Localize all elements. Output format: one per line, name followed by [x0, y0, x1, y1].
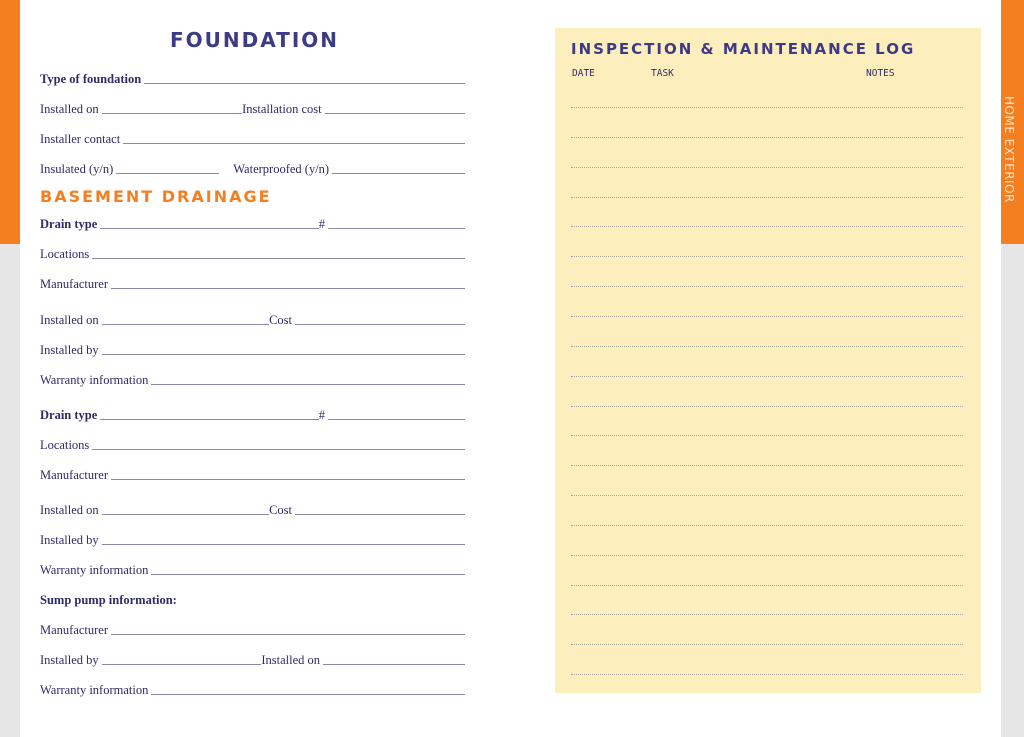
drain-type-row — [40, 404, 465, 424]
foundation-type-field[interactable] — [144, 82, 465, 84]
installer-contact-row — [40, 128, 465, 148]
installation-cost-label: Installation cost — [242, 102, 322, 116]
inspection-log-title: INSPECTION & MAINTENANCE LOG — [571, 40, 916, 58]
log-entry-line[interactable] — [571, 674, 963, 675]
drain-locations-row — [40, 243, 465, 263]
drain-manufacturer-row — [40, 464, 465, 484]
insulated-field[interactable] — [116, 172, 219, 174]
warranty-field[interactable] — [151, 573, 465, 575]
locations-field[interactable] — [92, 257, 465, 259]
installed-by-field[interactable] — [102, 663, 262, 665]
foundation-type-row — [40, 68, 465, 88]
warranty-label: Warranty information — [40, 683, 149, 697]
log-entry-line[interactable] — [571, 256, 963, 257]
manufacturer-label: Manufacturer — [40, 277, 109, 291]
installed-by-label: Installed by — [40, 343, 99, 357]
manufacturer-field[interactable] — [111, 633, 465, 635]
section-tab-label: HOME EXTERIOR — [1002, 96, 1016, 203]
drain-type-label: Drain type — [40, 408, 98, 422]
log-column-notes: NOTES — [866, 68, 895, 79]
form-page — [20, 0, 1001, 737]
installed-on-field[interactable] — [102, 112, 242, 114]
installed-by-label: Installed by — [40, 653, 99, 667]
installed-on-label: Installed on — [40, 503, 99, 517]
warranty-label: Warranty information — [40, 563, 149, 577]
waterproofed-field[interactable] — [332, 172, 465, 174]
basement-drainage-title: BASEMENT DRAINAGE — [40, 187, 272, 206]
drain-warranty-row — [40, 369, 465, 389]
drain-install-row — [40, 309, 465, 329]
insulation-row — [40, 158, 465, 178]
sump-manufacturer-row — [40, 619, 465, 639]
cost-label: Cost — [269, 313, 292, 327]
drain-number-label: # — [318, 408, 325, 422]
log-entry-line[interactable] — [571, 197, 963, 198]
manufacturer-label: Manufacturer — [40, 468, 109, 482]
warranty-field[interactable] — [151, 383, 465, 385]
locations-label: Locations — [40, 438, 90, 452]
waterproofed-label: Waterproofed (y/n) — [233, 162, 330, 176]
insulated-label: Insulated (y/n) — [40, 162, 114, 176]
drain-locations-row — [40, 434, 465, 454]
log-entry-line[interactable] — [571, 107, 963, 108]
log-entry-line[interactable] — [571, 226, 963, 227]
foundation-type-label: Type of foundation — [40, 72, 142, 86]
installed-on-field[interactable] — [102, 323, 269, 325]
log-entry-line[interactable] — [571, 495, 963, 496]
sump-pump-heading-row — [40, 589, 465, 609]
log-entry-line[interactable] — [571, 346, 963, 347]
log-entry-line[interactable] — [571, 435, 963, 436]
manufacturer-field[interactable] — [111, 287, 465, 289]
log-entry-line[interactable] — [571, 137, 963, 138]
installed-by-field[interactable] — [102, 353, 465, 355]
foundation-install-row — [40, 98, 465, 118]
log-entry-line[interactable] — [571, 406, 963, 407]
installed-on-label: Installed on — [261, 653, 320, 667]
log-entry-line[interactable] — [571, 555, 963, 556]
installed-on-label: Installed on — [40, 102, 99, 116]
drain-install-row — [40, 499, 465, 519]
foundation-title: FOUNDATION — [170, 28, 339, 52]
drain-number-field[interactable] — [328, 418, 465, 420]
manufacturer-field[interactable] — [111, 478, 465, 480]
drain-installed-by-row — [40, 339, 465, 359]
warranty-field[interactable] — [151, 693, 465, 695]
drain-type-field[interactable] — [100, 418, 318, 420]
drain-warranty-row — [40, 559, 465, 579]
sump-pump-heading: Sump pump information: — [40, 593, 177, 607]
drain-manufacturer-row — [40, 273, 465, 293]
installed-on-label: Installed on — [40, 313, 99, 327]
sump-install-row — [40, 649, 465, 669]
log-entry-line[interactable] — [571, 465, 963, 466]
drain-type-field[interactable] — [100, 227, 318, 229]
cost-field[interactable] — [295, 513, 465, 515]
installed-by-label: Installed by — [40, 533, 99, 547]
sump-warranty-row — [40, 679, 465, 699]
drain-installed-by-row — [40, 529, 465, 549]
drain-type-label: Drain type — [40, 217, 98, 231]
log-entry-line[interactable] — [571, 167, 963, 168]
installed-on-field[interactable] — [323, 663, 465, 665]
installer-contact-label: Installer contact — [40, 132, 121, 146]
drain-number-label: # — [318, 217, 325, 231]
log-entry-line[interactable] — [571, 376, 963, 377]
log-entry-line[interactable] — [571, 644, 963, 645]
installer-contact-field[interactable] — [123, 142, 465, 144]
installation-cost-field[interactable] — [325, 112, 465, 114]
log-entry-line[interactable] — [571, 614, 963, 615]
log-entry-line[interactable] — [571, 525, 963, 526]
locations-label: Locations — [40, 247, 90, 261]
log-entry-line[interactable] — [571, 316, 963, 317]
drain-number-field[interactable] — [328, 227, 465, 229]
log-entry-line[interactable] — [571, 286, 963, 287]
cost-label: Cost — [269, 503, 292, 517]
log-entry-line[interactable] — [571, 585, 963, 586]
installed-on-field[interactable] — [102, 513, 269, 515]
installed-by-field[interactable] — [102, 543, 465, 545]
log-column-task: TASK — [651, 68, 674, 79]
locations-field[interactable] — [92, 448, 465, 450]
inspection-log-panel — [555, 28, 981, 693]
cost-field[interactable] — [295, 323, 465, 325]
drain-type-row — [40, 213, 465, 233]
manufacturer-label: Manufacturer — [40, 623, 109, 637]
warranty-label: Warranty information — [40, 373, 149, 387]
log-column-date: DATE — [572, 68, 595, 79]
